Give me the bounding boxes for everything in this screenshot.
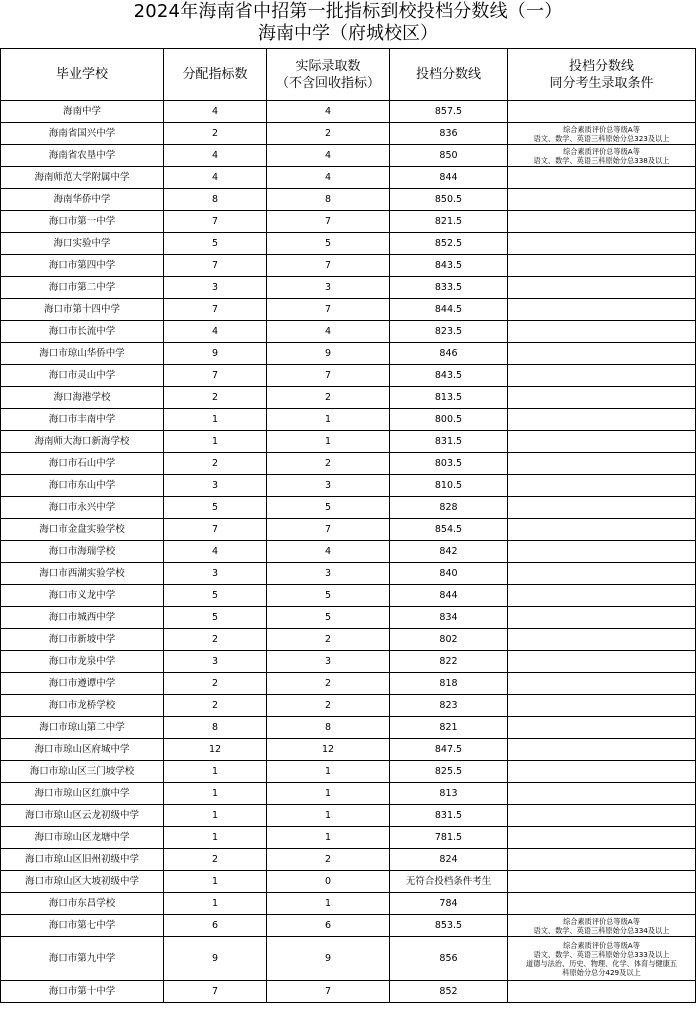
score-cell: 802 (390, 629, 508, 651)
actual-cell: 3 (267, 475, 390, 497)
condition-cell (508, 695, 696, 717)
school-cell: 海口市义龙中学 (1, 585, 164, 607)
condition-cell (508, 387, 696, 409)
school-cell: 海口市永兴中学 (1, 497, 164, 519)
quota-cell: 1 (164, 893, 267, 915)
score-cell: 784 (390, 893, 508, 915)
score-cell: 850 (390, 145, 508, 167)
quota-cell: 7 (164, 255, 267, 277)
quota-cell: 1 (164, 827, 267, 849)
score-cell: 818 (390, 673, 508, 695)
condition-line: 综合素质评价总等级A等 (563, 940, 640, 950)
condition-line: 科原始分总分429及以上 (562, 967, 641, 977)
quota-cell: 2 (164, 453, 267, 475)
condition-cell (508, 255, 696, 277)
school-cell: 海南师大海口新海学校 (1, 431, 164, 453)
condition-cell (508, 563, 696, 585)
school-cell: 海口海港学校 (1, 387, 164, 409)
condition-cell (508, 189, 696, 211)
table-row (1, 673, 696, 695)
quota-cell: 2 (164, 673, 267, 695)
table-row (1, 629, 696, 651)
table-row (1, 607, 696, 629)
table-row (1, 409, 696, 431)
quota-cell: 1 (164, 431, 267, 453)
quota-cell: 1 (164, 409, 267, 431)
quota-cell: 4 (164, 541, 267, 563)
quota-cell: 2 (164, 387, 267, 409)
quota-cell: 2 (164, 695, 267, 717)
actual-cell: 1 (267, 409, 390, 431)
condition-line: 综合素质评价总等级A等 (563, 124, 640, 134)
condition-cell (508, 299, 696, 321)
actual-cell: 4 (267, 321, 390, 343)
actual-cell: 5 (267, 585, 390, 607)
table-row (1, 189, 696, 211)
score-cell: 834 (390, 607, 508, 629)
table-header-row (1, 49, 696, 101)
school-cell: 海口市长流中学 (1, 321, 164, 343)
actual-cell: 1 (267, 893, 390, 915)
condition-cell (508, 893, 696, 915)
actual-cell: 7 (267, 365, 390, 387)
table-row (1, 915, 696, 937)
school-cell: 海口市琼山华侨中学 (1, 343, 164, 365)
actual-cell: 4 (267, 167, 390, 189)
quota-cell: 5 (164, 497, 267, 519)
header-condition (508, 49, 696, 101)
actual-cell: 2 (267, 123, 390, 145)
table-row (1, 871, 696, 893)
table-row (1, 563, 696, 585)
score-cell: 821.5 (390, 211, 508, 233)
table-row (1, 519, 696, 541)
quota-cell: 6 (164, 915, 267, 937)
school-cell: 海口市琼山区红旗中学 (1, 783, 164, 805)
score-cell: 800.5 (390, 409, 508, 431)
condition-cell (508, 277, 696, 299)
condition-line: 综合素质评价总等级A等 (563, 916, 640, 926)
actual-cell: 2 (267, 849, 390, 871)
condition-cell (508, 827, 696, 849)
table-row (1, 651, 696, 673)
table-row (1, 299, 696, 321)
quota-cell: 8 (164, 189, 267, 211)
school-cell: 海南省农垦中学 (1, 145, 164, 167)
quota-cell: 1 (164, 871, 267, 893)
actual-cell: 1 (267, 827, 390, 849)
table-row (1, 783, 696, 805)
actual-cell: 9 (267, 343, 390, 365)
condition-cell (508, 585, 696, 607)
score-cell: 844.5 (390, 299, 508, 321)
condition-cell (508, 717, 696, 739)
condition-cell (508, 167, 696, 189)
school-cell: 海口市琼山第二中学 (1, 717, 164, 739)
score-cell: 803.5 (390, 453, 508, 475)
actual-cell: 1 (267, 805, 390, 827)
header-condition-line2: 同分考生录取条件 (549, 75, 654, 91)
condition-line: 语文、数学、英语三科原始分总338及以上 (533, 155, 670, 165)
quota-cell: 5 (164, 233, 267, 255)
actual-cell: 1 (267, 431, 390, 453)
quota-cell: 2 (164, 629, 267, 651)
header-school: 毕业学校 (1, 49, 164, 101)
condition-cell (508, 211, 696, 233)
quota-cell: 5 (164, 607, 267, 629)
quota-cell: 7 (164, 981, 267, 1003)
actual-cell: 3 (267, 563, 390, 585)
school-cell: 海南中学 (1, 101, 164, 123)
school-cell: 海口市第九中学 (1, 937, 164, 981)
score-cell: 833.5 (390, 277, 508, 299)
table-row (1, 145, 696, 167)
actual-cell: 2 (267, 629, 390, 651)
quota-cell: 9 (164, 343, 267, 365)
school-cell: 海口市琼山区龙塘中学 (1, 827, 164, 849)
condition-cell (508, 541, 696, 563)
quota-cell: 3 (164, 277, 267, 299)
school-cell: 海口实验中学 (1, 233, 164, 255)
school-cell: 海口市第一中学 (1, 211, 164, 233)
school-cell: 海口市东昌学校 (1, 893, 164, 915)
score-cell: 781.5 (390, 827, 508, 849)
header-condition-line1: 投档分数线 (568, 58, 634, 74)
condition-cell (508, 101, 696, 123)
quota-cell: 1 (164, 783, 267, 805)
score-cell: 825.5 (390, 761, 508, 783)
table-row (1, 101, 696, 123)
header-actual-line2: （不含回收指标） (275, 75, 380, 91)
condition-cell (508, 761, 696, 783)
quota-cell: 4 (164, 145, 267, 167)
page-subtitle: 海南中学（府城校区） (258, 23, 438, 44)
score-cell: 822 (390, 651, 508, 673)
actual-cell: 6 (267, 915, 390, 937)
actual-cell: 0 (267, 871, 390, 893)
actual-cell: 5 (267, 233, 390, 255)
table-row (1, 431, 696, 453)
header-score: 投档分数线 (390, 49, 508, 101)
score-cell: 840 (390, 563, 508, 585)
condition-line: 语文、数学、英语三科原始分总323及以上 (533, 133, 670, 143)
score-table (0, 48, 696, 1003)
score-cell: 842 (390, 541, 508, 563)
table-row (1, 387, 696, 409)
table-row (1, 497, 696, 519)
actual-cell: 7 (267, 299, 390, 321)
actual-cell: 8 (267, 717, 390, 739)
table-row (1, 211, 696, 233)
table-row (1, 981, 696, 1003)
table-body (1, 101, 696, 1003)
table-row (1, 849, 696, 871)
school-cell: 海口市海瑞学校 (1, 541, 164, 563)
table-row (1, 233, 696, 255)
score-cell: 843.5 (390, 365, 508, 387)
table-row (1, 739, 696, 761)
condition-cell (508, 365, 696, 387)
actual-cell: 12 (267, 739, 390, 761)
condition-line: 语文、数学、英语三科原始分总333及以上 (533, 949, 670, 959)
condition-cell (508, 915, 696, 937)
school-cell: 海口市琼山区三门坡学校 (1, 761, 164, 783)
quota-cell: 7 (164, 365, 267, 387)
school-cell: 海口市琼山区云龙初级中学 (1, 805, 164, 827)
quota-cell: 3 (164, 563, 267, 585)
score-cell: 828 (390, 497, 508, 519)
school-cell: 海口市龙桥学校 (1, 695, 164, 717)
quota-cell: 8 (164, 717, 267, 739)
score-cell: 853.5 (390, 915, 508, 937)
table-row (1, 255, 696, 277)
condition-cell (508, 409, 696, 431)
condition-line: 综合素质评价总等级A等 (563, 146, 640, 156)
actual-cell: 2 (267, 695, 390, 717)
school-cell: 海口市琼山区大坡初级中学 (1, 871, 164, 893)
actual-cell: 2 (267, 673, 390, 695)
header-actual-line1: 实际录取数 (295, 58, 361, 74)
actual-cell: 5 (267, 607, 390, 629)
score-cell: 850.5 (390, 189, 508, 211)
actual-cell: 2 (267, 387, 390, 409)
school-cell: 海口市第二中学 (1, 277, 164, 299)
table-row (1, 167, 696, 189)
quota-cell: 7 (164, 211, 267, 233)
actual-cell: 4 (267, 101, 390, 123)
table-row (1, 453, 696, 475)
quota-cell: 1 (164, 805, 267, 827)
score-cell: 823.5 (390, 321, 508, 343)
quota-cell: 1 (164, 761, 267, 783)
condition-cell (508, 123, 696, 145)
score-cell: 854.5 (390, 519, 508, 541)
school-cell: 海口市丰南中学 (1, 409, 164, 431)
condition-cell (508, 871, 696, 893)
school-cell: 海口市第七中学 (1, 915, 164, 937)
condition-cell (508, 453, 696, 475)
school-cell: 海口市第四中学 (1, 255, 164, 277)
actual-cell: 7 (267, 519, 390, 541)
score-cell: 852.5 (390, 233, 508, 255)
school-cell: 海口市金盘实验学校 (1, 519, 164, 541)
quota-cell: 12 (164, 739, 267, 761)
condition-cell (508, 739, 696, 761)
score-cell: 857.5 (390, 101, 508, 123)
condition-cell (508, 475, 696, 497)
header-quota: 分配指标数 (164, 49, 267, 101)
table-row (1, 805, 696, 827)
condition-cell (508, 651, 696, 673)
school-cell: 海口市琼山区府城中学 (1, 739, 164, 761)
school-cell: 海南师范大学附属中学 (1, 167, 164, 189)
condition-cell (508, 497, 696, 519)
score-cell: 844 (390, 167, 508, 189)
quota-cell: 2 (164, 123, 267, 145)
school-cell: 海口市灵山中学 (1, 365, 164, 387)
table-row (1, 343, 696, 365)
actual-cell: 1 (267, 761, 390, 783)
table-row (1, 827, 696, 849)
school-cell: 海口市西湖实验学校 (1, 563, 164, 585)
actual-cell: 5 (267, 497, 390, 519)
condition-cell (508, 343, 696, 365)
quota-cell: 9 (164, 937, 267, 981)
quota-cell: 3 (164, 651, 267, 673)
school-cell: 海口市遵谭中学 (1, 673, 164, 695)
quota-cell: 2 (164, 849, 267, 871)
condition-cell (508, 233, 696, 255)
score-cell: 823 (390, 695, 508, 717)
actual-cell: 2 (267, 453, 390, 475)
score-cell: 813 (390, 783, 508, 805)
school-cell: 海南省国兴中学 (1, 123, 164, 145)
table-row (1, 277, 696, 299)
actual-cell: 4 (267, 145, 390, 167)
actual-cell: 7 (267, 211, 390, 233)
actual-cell: 3 (267, 277, 390, 299)
quota-cell: 4 (164, 101, 267, 123)
table-row (1, 123, 696, 145)
actual-cell: 3 (267, 651, 390, 673)
condition-cell (508, 673, 696, 695)
table-row (1, 541, 696, 563)
score-cell: 856 (390, 937, 508, 981)
condition-cell (508, 431, 696, 453)
score-cell: 846 (390, 343, 508, 365)
quota-cell: 4 (164, 167, 267, 189)
condition-cell (508, 937, 696, 981)
table-row (1, 937, 696, 981)
condition-cell (508, 321, 696, 343)
condition-line: 道德与法治、历史、物理、化学、体育与健康五 (526, 958, 677, 968)
condition-cell (508, 981, 696, 1003)
score-cell: 无符合投档条件考生 (390, 871, 508, 893)
quota-cell: 5 (164, 585, 267, 607)
school-cell: 海口市石山中学 (1, 453, 164, 475)
condition-cell (508, 805, 696, 827)
score-cell: 824 (390, 849, 508, 871)
quota-cell: 7 (164, 519, 267, 541)
school-cell: 海口市琼山区旧州初级中学 (1, 849, 164, 871)
header-actual (267, 49, 390, 101)
page-title: 2024年海南省中招第一批指标到校投档分数线（一） (133, 1, 563, 22)
actual-cell: 9 (267, 937, 390, 981)
table-row (1, 893, 696, 915)
school-cell: 海口市城西中学 (1, 607, 164, 629)
actual-cell: 8 (267, 189, 390, 211)
table-row (1, 695, 696, 717)
school-cell: 海口市新坡中学 (1, 629, 164, 651)
score-cell: 821 (390, 717, 508, 739)
school-cell: 海口市第十中学 (1, 981, 164, 1003)
score-cell: 813.5 (390, 387, 508, 409)
score-cell: 844 (390, 585, 508, 607)
quota-cell: 7 (164, 299, 267, 321)
condition-cell (508, 783, 696, 805)
table-row (1, 475, 696, 497)
title-block (0, 0, 696, 48)
score-cell: 847.5 (390, 739, 508, 761)
school-cell: 海南华侨中学 (1, 189, 164, 211)
condition-cell (508, 519, 696, 541)
condition-cell (508, 607, 696, 629)
score-cell: 836 (390, 123, 508, 145)
score-cell: 843.5 (390, 255, 508, 277)
condition-line: 语文、数学、英语三科原始分总334及以上 (533, 925, 670, 935)
quota-cell: 3 (164, 475, 267, 497)
table-row (1, 321, 696, 343)
score-cell: 831.5 (390, 431, 508, 453)
actual-cell: 1 (267, 783, 390, 805)
score-cell: 810.5 (390, 475, 508, 497)
quota-cell: 4 (164, 321, 267, 343)
condition-cell (508, 629, 696, 651)
condition-cell (508, 145, 696, 167)
table-row (1, 365, 696, 387)
score-cell: 831.5 (390, 805, 508, 827)
actual-cell: 7 (267, 255, 390, 277)
school-cell: 海口市龙泉中学 (1, 651, 164, 673)
table-row (1, 717, 696, 739)
table-row (1, 585, 696, 607)
school-cell: 海口市东山中学 (1, 475, 164, 497)
condition-cell (508, 849, 696, 871)
actual-cell: 7 (267, 981, 390, 1003)
school-cell: 海口市第十四中学 (1, 299, 164, 321)
table-row (1, 761, 696, 783)
score-cell: 852 (390, 981, 508, 1003)
actual-cell: 4 (267, 541, 390, 563)
